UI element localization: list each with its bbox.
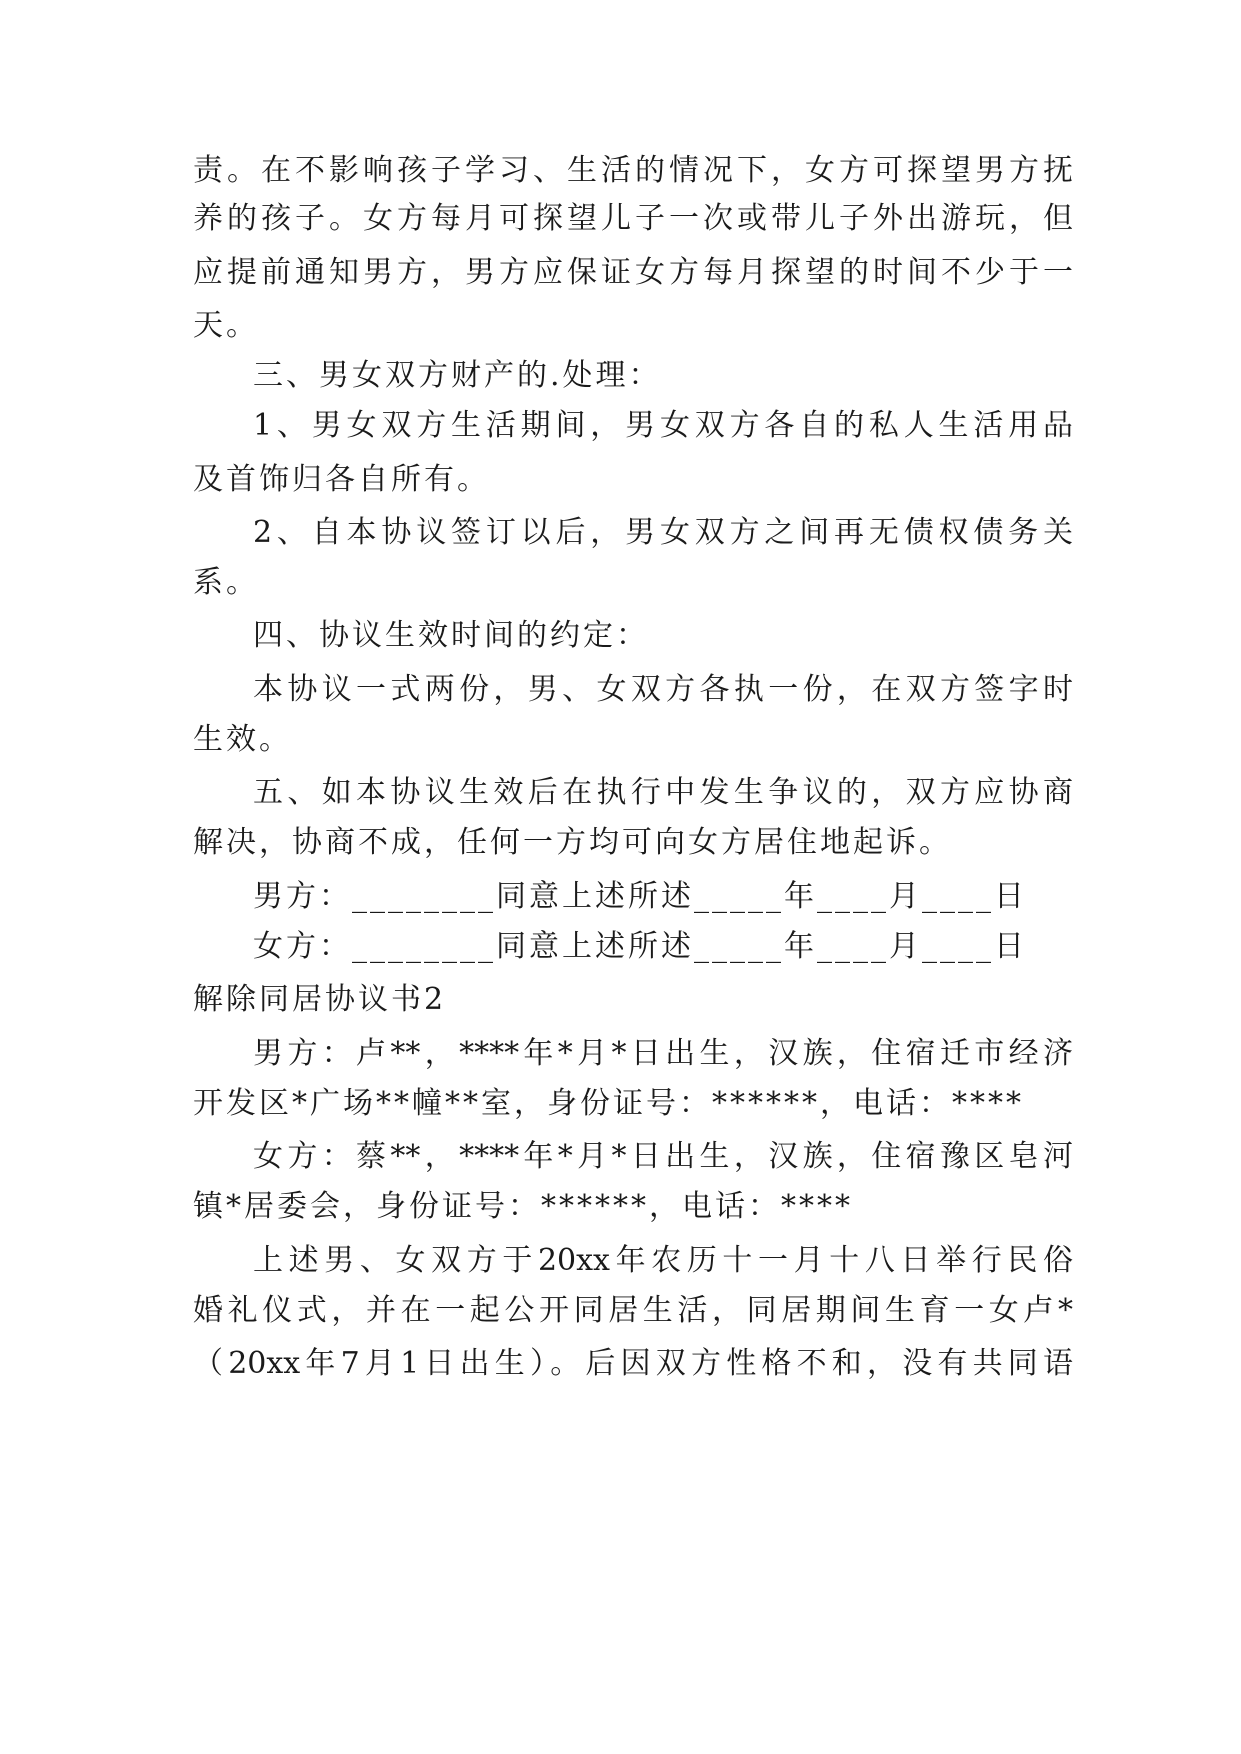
paragraph-line: 男方：卢**，****年*月*日出生，汉族，住宿迁市经济 (253, 1036, 1073, 1071)
paragraph-line: 解决，协商不成，任何一方均可向女方居住地起诉。 (193, 825, 952, 860)
paragraph-line: 镇*居委会，身份证号：******，电话：**** (193, 1189, 853, 1224)
paragraph-line: 系。 (193, 565, 259, 600)
paragraph-line: 天。 (193, 308, 259, 343)
paragraph-line: 开发区*广场**幢**室，身份证号：******，电话：**** (193, 1086, 1024, 1121)
paragraph-line: 应提前通知男方，男方应保证女方每月探望的时间不少于一 (193, 255, 1073, 290)
paragraph-line: 2、自本协议签订以后，男女双方之间再无债权债务关 (253, 515, 1073, 550)
paragraph-line: 五、如本协议生效后在执行中发生争议的，双方应协商 (253, 775, 1073, 810)
paragraph-line: 本协议一式两份，男、女双方各执一份，在双方签字时 (253, 672, 1073, 707)
signature-line: 女方：________同意上述所述_____年____月____日 (253, 929, 1027, 964)
paragraph-line: 上述男、女双方于20xx年农历十一月十八日举行民俗 (253, 1243, 1073, 1278)
paragraph-line: 责。在不影响孩子学习、生活的情况下，女方可探望男方抚 (193, 153, 1073, 188)
paragraph-line: 养的孩子。女方每月可探望儿子一次或带儿子外出游玩，但 (193, 201, 1073, 236)
document-title: 解除同居协议书2 (193, 982, 447, 1017)
signature-line: 男方：________同意上述所述_____年____月____日 (253, 879, 1027, 914)
paragraph-line: 女方：蔡**，****年*月*日出生，汉族，住宿豫区皂河 (253, 1139, 1073, 1174)
paragraph-line: 及首饰归各自所有。 (193, 462, 490, 497)
paragraph-line: 1、男女双方生活期间，男女双方各自的私人生活用品 (253, 408, 1073, 443)
paragraph-line: （20xx年7月1日出生）。后因双方性格不和，没有共同语 (193, 1346, 1073, 1381)
section-heading: 三、男女双方财产的.处理： (253, 358, 662, 393)
paragraph-line: 生效。 (193, 722, 292, 757)
paragraph-line: 婚礼仪式，并在一起公开同居生活，同居期间生育一女卢* (193, 1293, 1073, 1328)
section-heading: 四、协议生效时间的约定： (253, 618, 649, 653)
